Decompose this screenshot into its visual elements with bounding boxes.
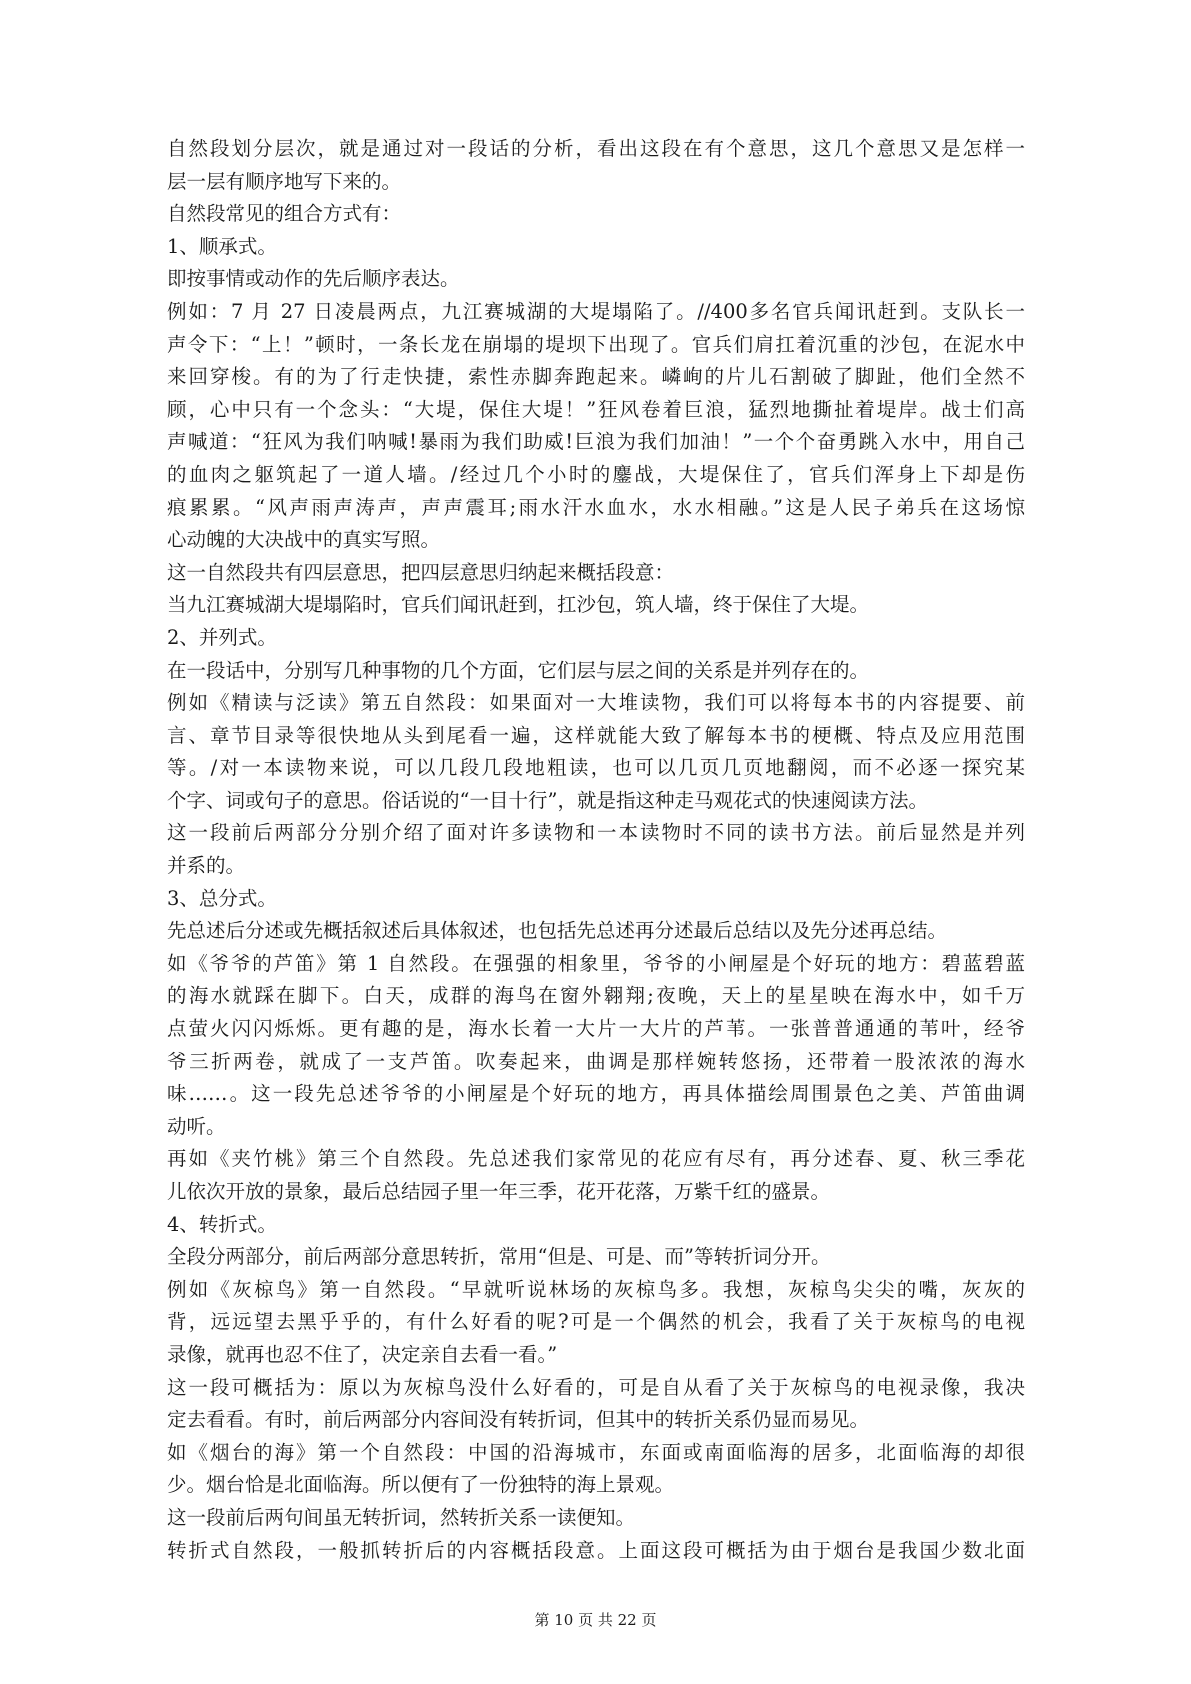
document-body bbox=[167, 133, 1025, 1567]
text-line: 个字、词或句子的意思。俗话说的“一目十行”，就是指这种走马观花式的快速阅读方法。 bbox=[167, 788, 928, 812]
text-line: 爷三折两卷，就成了一支芦笛。吹奏起来，曲调是那样婉转悠扬，还带着一股浓浓的海水 bbox=[167, 1049, 1025, 1073]
text-line: 1、顺承式。 bbox=[167, 234, 277, 258]
text-line: 在一段话中，分别写几种事物的几个方面，它们层与层之间的关系是并列存在的。 bbox=[167, 658, 870, 682]
text-line: 痕累累。“风声雨声涛声，声声震耳;雨水汗水血水，水水相融。”这是人民子弟兵在这场惊 bbox=[167, 495, 1025, 519]
text-line: 的血肉之躯筑起了一道人墙。/经过几个小时的鏖战，大堤保住了，官兵们浑身上下却是伤 bbox=[167, 462, 1025, 486]
text-line: 先总述后分述或先概括叙述后具体叙述，也包括先总述再分述最后总结以及先分述再总结。 bbox=[167, 919, 948, 943]
text-line: 如《爷爷的芦笛》第 1 自然段。在强强的相象里，爷爷的小闸屋是个好玩的地方：碧蓝碧蓝 bbox=[167, 951, 1025, 975]
text-line: 层一层有顺序地写下来的。 bbox=[167, 169, 402, 193]
page-footer bbox=[0, 1610, 1191, 1630]
text-line: 言、章节目录等很快地从头到尾看一遍，这样就能大致了解每本书的梗概、特点及应用范围 bbox=[167, 723, 1025, 747]
text-line: 自然段常见的组合方式有： bbox=[167, 202, 402, 226]
text-line: 的海水就踩在脚下。白天，成群的海鸟在窗外翱翔;夜晚，天上的星星映在海水中，如千万 bbox=[167, 984, 1025, 1008]
text-line: 例如《灰椋鸟》第一自然段。“早就听说林场的灰椋鸟多。我想，灰椋鸟尖尖的嘴，灰灰的 bbox=[167, 1277, 1025, 1301]
text-line: 这一段前后两句间虽无转折词，然转折关系一读便知。 bbox=[167, 1505, 636, 1529]
text-line: 如《烟台的海》第一个自然段：中国的沿海城市，东面或南面临海的居多，北面临海的却很 bbox=[167, 1440, 1025, 1464]
text-line: 声令下：“上！”顿时，一条长龙在崩塌的堤坝下出现了。官兵们肩扛着沉重的沙包，在泥水中 bbox=[167, 332, 1025, 356]
text-line: 3、总分式。 bbox=[167, 886, 277, 910]
text-line: 并系的。 bbox=[167, 854, 246, 878]
text-line: 声喊道：“狂风为我们呐喊!暴雨为我们助威!巨浪为我们加油！”一个个奋勇跳入水中，用自己 bbox=[167, 430, 1025, 454]
text-line: 4、转折式。 bbox=[167, 1212, 277, 1236]
text-line: 动听。 bbox=[167, 1114, 226, 1138]
text-line: 自然段划分层次，就是通过对一段话的分析，看出这段在有个意思，这几个意思又是怎样一 bbox=[167, 137, 1025, 160]
text-line: 即按事情或动作的先后顺序表达。 bbox=[167, 267, 460, 291]
text-line: 少。烟台恰是北面临海。所以便有了一份独特的海上景观。 bbox=[167, 1473, 675, 1497]
text-line: 等。/对一本读物来说，可以几段几段地粗读，也可以几页几页地翻阅，而不必逐一探究某 bbox=[167, 756, 1025, 780]
text-line: 儿依次开放的景象，最后总结园子里一年三季，花开花落，万紫千红的盛景。 bbox=[167, 1180, 831, 1203]
text-line: 例如：7 月 27 日凌晨两点，九江赛城湖的大堤塌陷了。//400多名官兵闻讯赶到。支队长一 bbox=[167, 299, 1025, 323]
text-line: 顾，心中只有一个念头：“大堤，保住大堤！”狂风卷着巨浪，猛烈地撕扯着堤岸。战士们高 bbox=[167, 397, 1025, 421]
text-line: 味……。这一段先总述爷爷的小闸屋是个好玩的地方，再具体描绘周围景色之美、芦笛曲调 bbox=[167, 1082, 1025, 1106]
text-line: 背，远远望去黑乎乎的，有什么好看的呢?可是一个偶然的机会，我看了关于灰椋鸟的电视 bbox=[167, 1310, 1025, 1334]
page-number: 第 10 页 共 22 页 bbox=[534, 1611, 657, 1629]
text-line: 再如《夹竹桃》第三个自然段。先总述我们家常见的花应有尽有，再分述春、夏、秋三季花 bbox=[167, 1147, 1025, 1171]
text-line: 心动魄的大决战中的真实写照。 bbox=[167, 528, 441, 552]
text-line: 例如《精读与泛读》第五自然段：如果面对一大堆读物，我们可以将每本书的内容提要、前 bbox=[167, 691, 1025, 715]
text-line: 全段分两部分，前后两部分意思转折，常用“但是、可是、而”等转折词分开。 bbox=[167, 1245, 831, 1269]
text-line: 转折式自然段，一般抓转折后的内容概括段意。上面这段可概括为由于烟台是我国少数北面 bbox=[167, 1538, 1025, 1562]
text-line: 当九江赛城湖大堤塌陷时，官兵们闻讯赶到，扛沙包，筑人墙，终于保住了大堤。 bbox=[167, 593, 870, 617]
text-line: 点萤火闪闪烁烁。更有趣的是，海水长着一大片一大片的芦苇。一张普普通通的苇叶，经爷 bbox=[167, 1017, 1025, 1041]
text-line: 定去看看。有时，前后两部分内容间没有转折词，但其中的转折关系仍显而易见。 bbox=[167, 1408, 870, 1432]
text-line: 来回穿梭。有的为了行走快捷，索性赤脚奔跑起来。嶙峋的片儿石割破了脚趾，他们全然不 bbox=[167, 365, 1025, 389]
text-line: 2、并列式。 bbox=[167, 625, 277, 649]
text-line: 这一段可概括为：原以为灰椋鸟没什么好看的，可是自从看了关于灰椋鸟的电视录像，我决 bbox=[167, 1375, 1025, 1399]
text-line: 录像，就再也忍不住了，决定亲自去看一看。” bbox=[167, 1342, 558, 1366]
text-line: 这一自然段共有四层意思，把四层意思归纳起来概括段意： bbox=[167, 560, 675, 584]
text-line: 这一段前后两部分分别介绍了面对许多读物和一本读物时不同的读书方法。前后显然是并列 bbox=[167, 821, 1025, 845]
